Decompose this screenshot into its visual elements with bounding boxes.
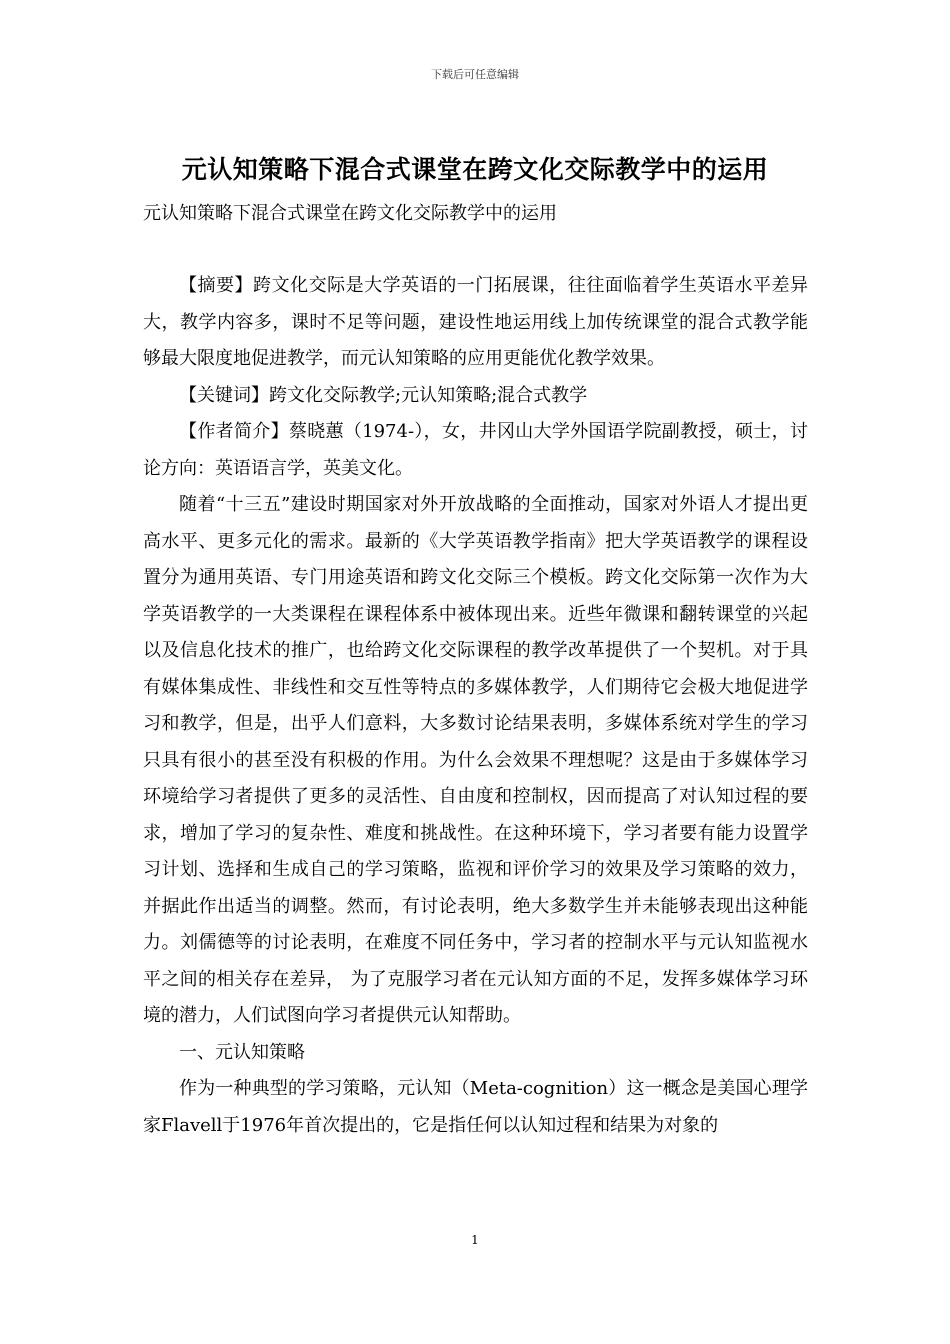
section-paragraph: 作为一种典型的学习策略，元认知（Meta-cognition）这一概念是美国心理学家Flavell于1976年首次提出的，它是指任何以认知过程和结果为对象的 — [143, 1078, 808, 1136]
intro-paragraph: 随着“十三五”建设时期国家对外开放战略的全面推动，国家对外语人才提出更高水平、更多元化的需求。最新的《大学英语教学指南》把大学英语教学的课程设置分为通用英语、专门用途英语和跨文化交际三个模板。跨文化交际第一次作为大学英语教学的一大类课程在课程体系中被体现出来。近些年微课和翻转课堂的兴起以及信息化技术的推广，也给跨文化交际课程的教学改革提供了一个契机。对于具有媒体集成性、非线性和交互性等特点的多媒体教学，人们期待它会极大地促进学习和教学，但是，出乎人们意料，大多数讨论结果表明，多媒体系统对学生的学习只具有很小的甚至没有积极的作用。为什么会效果不理想呢？这是由于多媒体学习环境给学习者提供了更多的灵活性、自由度和控制权，因而提高了对认知过程的要求，增加了学习的复杂性、难度和挑战性。在这种环境下，学习者要有能力设置学习计划、选择和生成自己的学习策略，监视和评价学习的效果及学习策略的效力，并据此作出适当的调整。然而，有讨论表明，绝大多数学生并未能够表现出这种能力。刘儒德等的讨论表明，在难度不同任务中，学习者的控制水平与元认知监视水平之间的相关存在差异， 为了克服学习者在元认知方面的不足，发挥多媒体学习环境的潜力，人们试图向学习者提供元认知帮助。 — [143, 494, 808, 1026]
section-heading: 一、元认知策略 — [179, 1041, 305, 1063]
keywords-paragraph: 【关键词】跨文化交际教学;元认知策略;混合式教学 — [179, 384, 588, 406]
page-number: 1 — [471, 1233, 479, 1247]
document-body — [143, 268, 808, 1144]
document-subtitle: 元认知策略下混合式课堂在跨文化交际教学中的运用 — [143, 203, 557, 224]
document-title: 元认知策略下混合式课堂在跨文化交际教学中的运用 — [181, 155, 769, 184]
page-header-note: 下载后可任意编辑 — [431, 68, 519, 81]
author-bio-paragraph: 【作者简介】蔡晓蕙（1974-），女，井冈山大学外国语学院副教授，硕士，讨论方向：英语语言学，英美文化。 — [143, 421, 808, 479]
abstract-paragraph: 【摘要】跨文化交际是大学英语的一门拓展课，往往面临着学生英语水平差异大，教学内容多，课时不足等问题，建设性地运用线上加传统课堂的混合式教学能够最大限度地促进教学，而元认知策略的应用更能优化教学效果。 — [143, 275, 808, 369]
